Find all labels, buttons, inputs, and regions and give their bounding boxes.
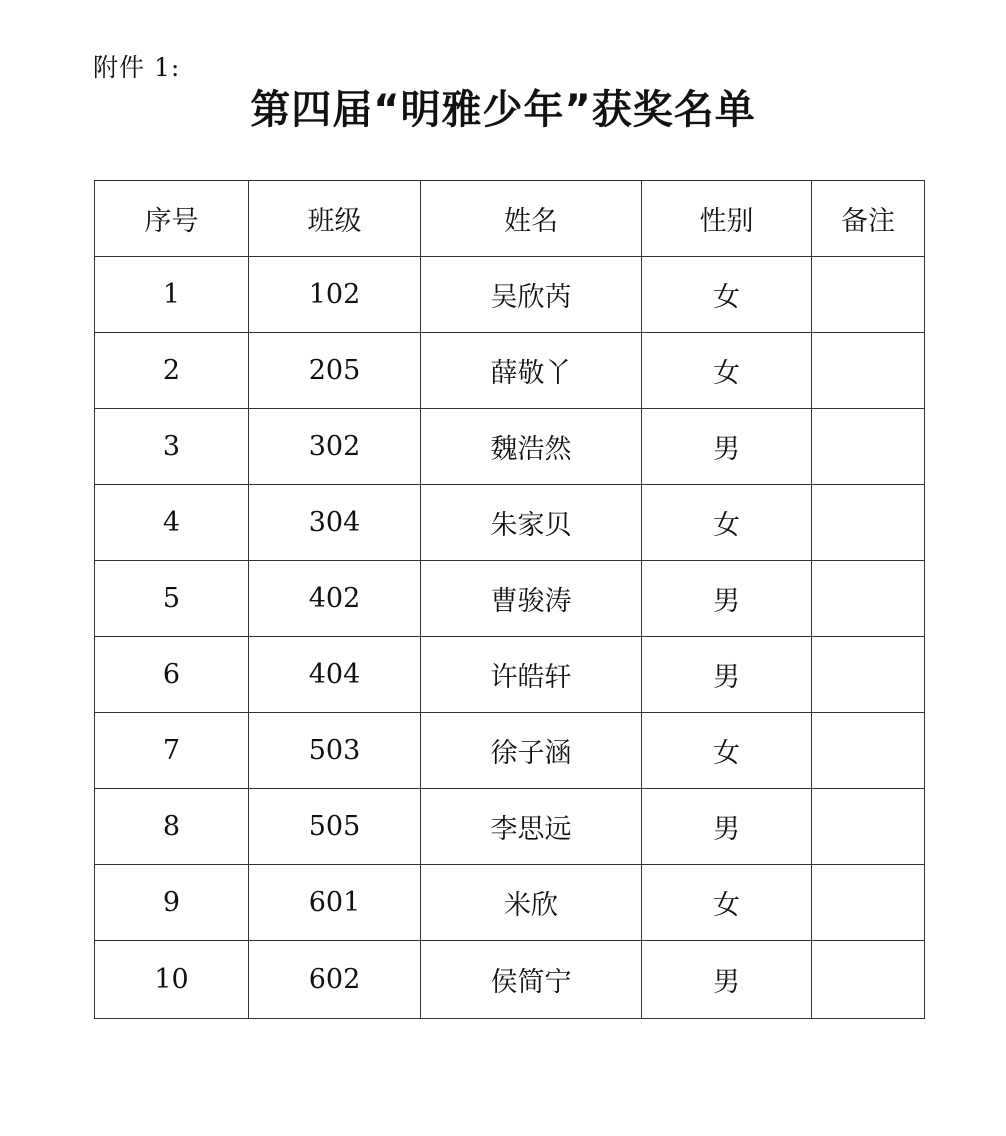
cell-name: 米欣 (421, 865, 642, 941)
cell-remark (812, 865, 925, 941)
cell-gender: 男 (642, 561, 812, 637)
cell-name: 薛敬丫 (421, 333, 642, 409)
cell-gender: 男 (642, 789, 812, 865)
document-title: 第四届“明雅少年”获奖名单 (250, 87, 756, 133)
cell-no: 1 (95, 257, 249, 333)
table-row (95, 333, 925, 409)
cell-remark (812, 941, 925, 1019)
cell-remark (812, 333, 925, 409)
cell-gender: 女 (642, 333, 812, 409)
table-row (95, 713, 925, 789)
cell-class: 601 (249, 865, 421, 941)
header-no: 序号 (95, 181, 249, 257)
cell-name: 徐子涵 (421, 713, 642, 789)
table-row (95, 409, 925, 485)
cell-no: 8 (95, 789, 249, 865)
cell-no: 5 (95, 561, 249, 637)
cell-no: 7 (95, 713, 249, 789)
table-header-row (95, 181, 925, 257)
table-row (95, 257, 925, 333)
table-row (95, 789, 925, 865)
cell-name: 侯简宁 (421, 941, 642, 1019)
cell-remark (812, 257, 925, 333)
table-row (95, 941, 925, 1019)
cell-no: 3 (95, 409, 249, 485)
cell-remark (812, 637, 925, 713)
cell-remark (812, 561, 925, 637)
cell-gender: 女 (642, 713, 812, 789)
cell-no: 6 (95, 637, 249, 713)
header-name: 姓名 (421, 181, 642, 257)
header-gender: 性别 (642, 181, 812, 257)
cell-remark (812, 713, 925, 789)
cell-class: 402 (249, 561, 421, 637)
cell-name: 魏浩然 (421, 409, 642, 485)
cell-remark (812, 409, 925, 485)
cell-name: 李思远 (421, 789, 642, 865)
cell-gender: 女 (642, 485, 812, 561)
cell-gender: 男 (642, 637, 812, 713)
attachment-label: 附件 1: (93, 53, 181, 82)
header-remark: 备注 (812, 181, 925, 257)
award-list-table (94, 180, 925, 1019)
cell-class: 503 (249, 713, 421, 789)
cell-remark (812, 789, 925, 865)
cell-class: 304 (249, 485, 421, 561)
cell-name: 吴欣芮 (421, 257, 642, 333)
cell-name: 朱家贝 (421, 485, 642, 561)
cell-class: 102 (249, 257, 421, 333)
cell-name: 曹骏涛 (421, 561, 642, 637)
cell-gender: 男 (642, 409, 812, 485)
cell-class: 205 (249, 333, 421, 409)
cell-gender: 男 (642, 941, 812, 1019)
cell-name: 许皓轩 (421, 637, 642, 713)
cell-class: 505 (249, 789, 421, 865)
cell-gender: 女 (642, 865, 812, 941)
table-row (95, 865, 925, 941)
table-row (95, 637, 925, 713)
cell-class: 302 (249, 409, 421, 485)
cell-gender: 女 (642, 257, 812, 333)
table-row (95, 561, 925, 637)
cell-no: 4 (95, 485, 249, 561)
table-row (95, 485, 925, 561)
cell-remark (812, 485, 925, 561)
cell-no: 9 (95, 865, 249, 941)
header-class: 班级 (249, 181, 421, 257)
cell-no: 2 (95, 333, 249, 409)
cell-class: 404 (249, 637, 421, 713)
cell-no: 10 (95, 941, 249, 1019)
cell-class: 602 (249, 941, 421, 1019)
